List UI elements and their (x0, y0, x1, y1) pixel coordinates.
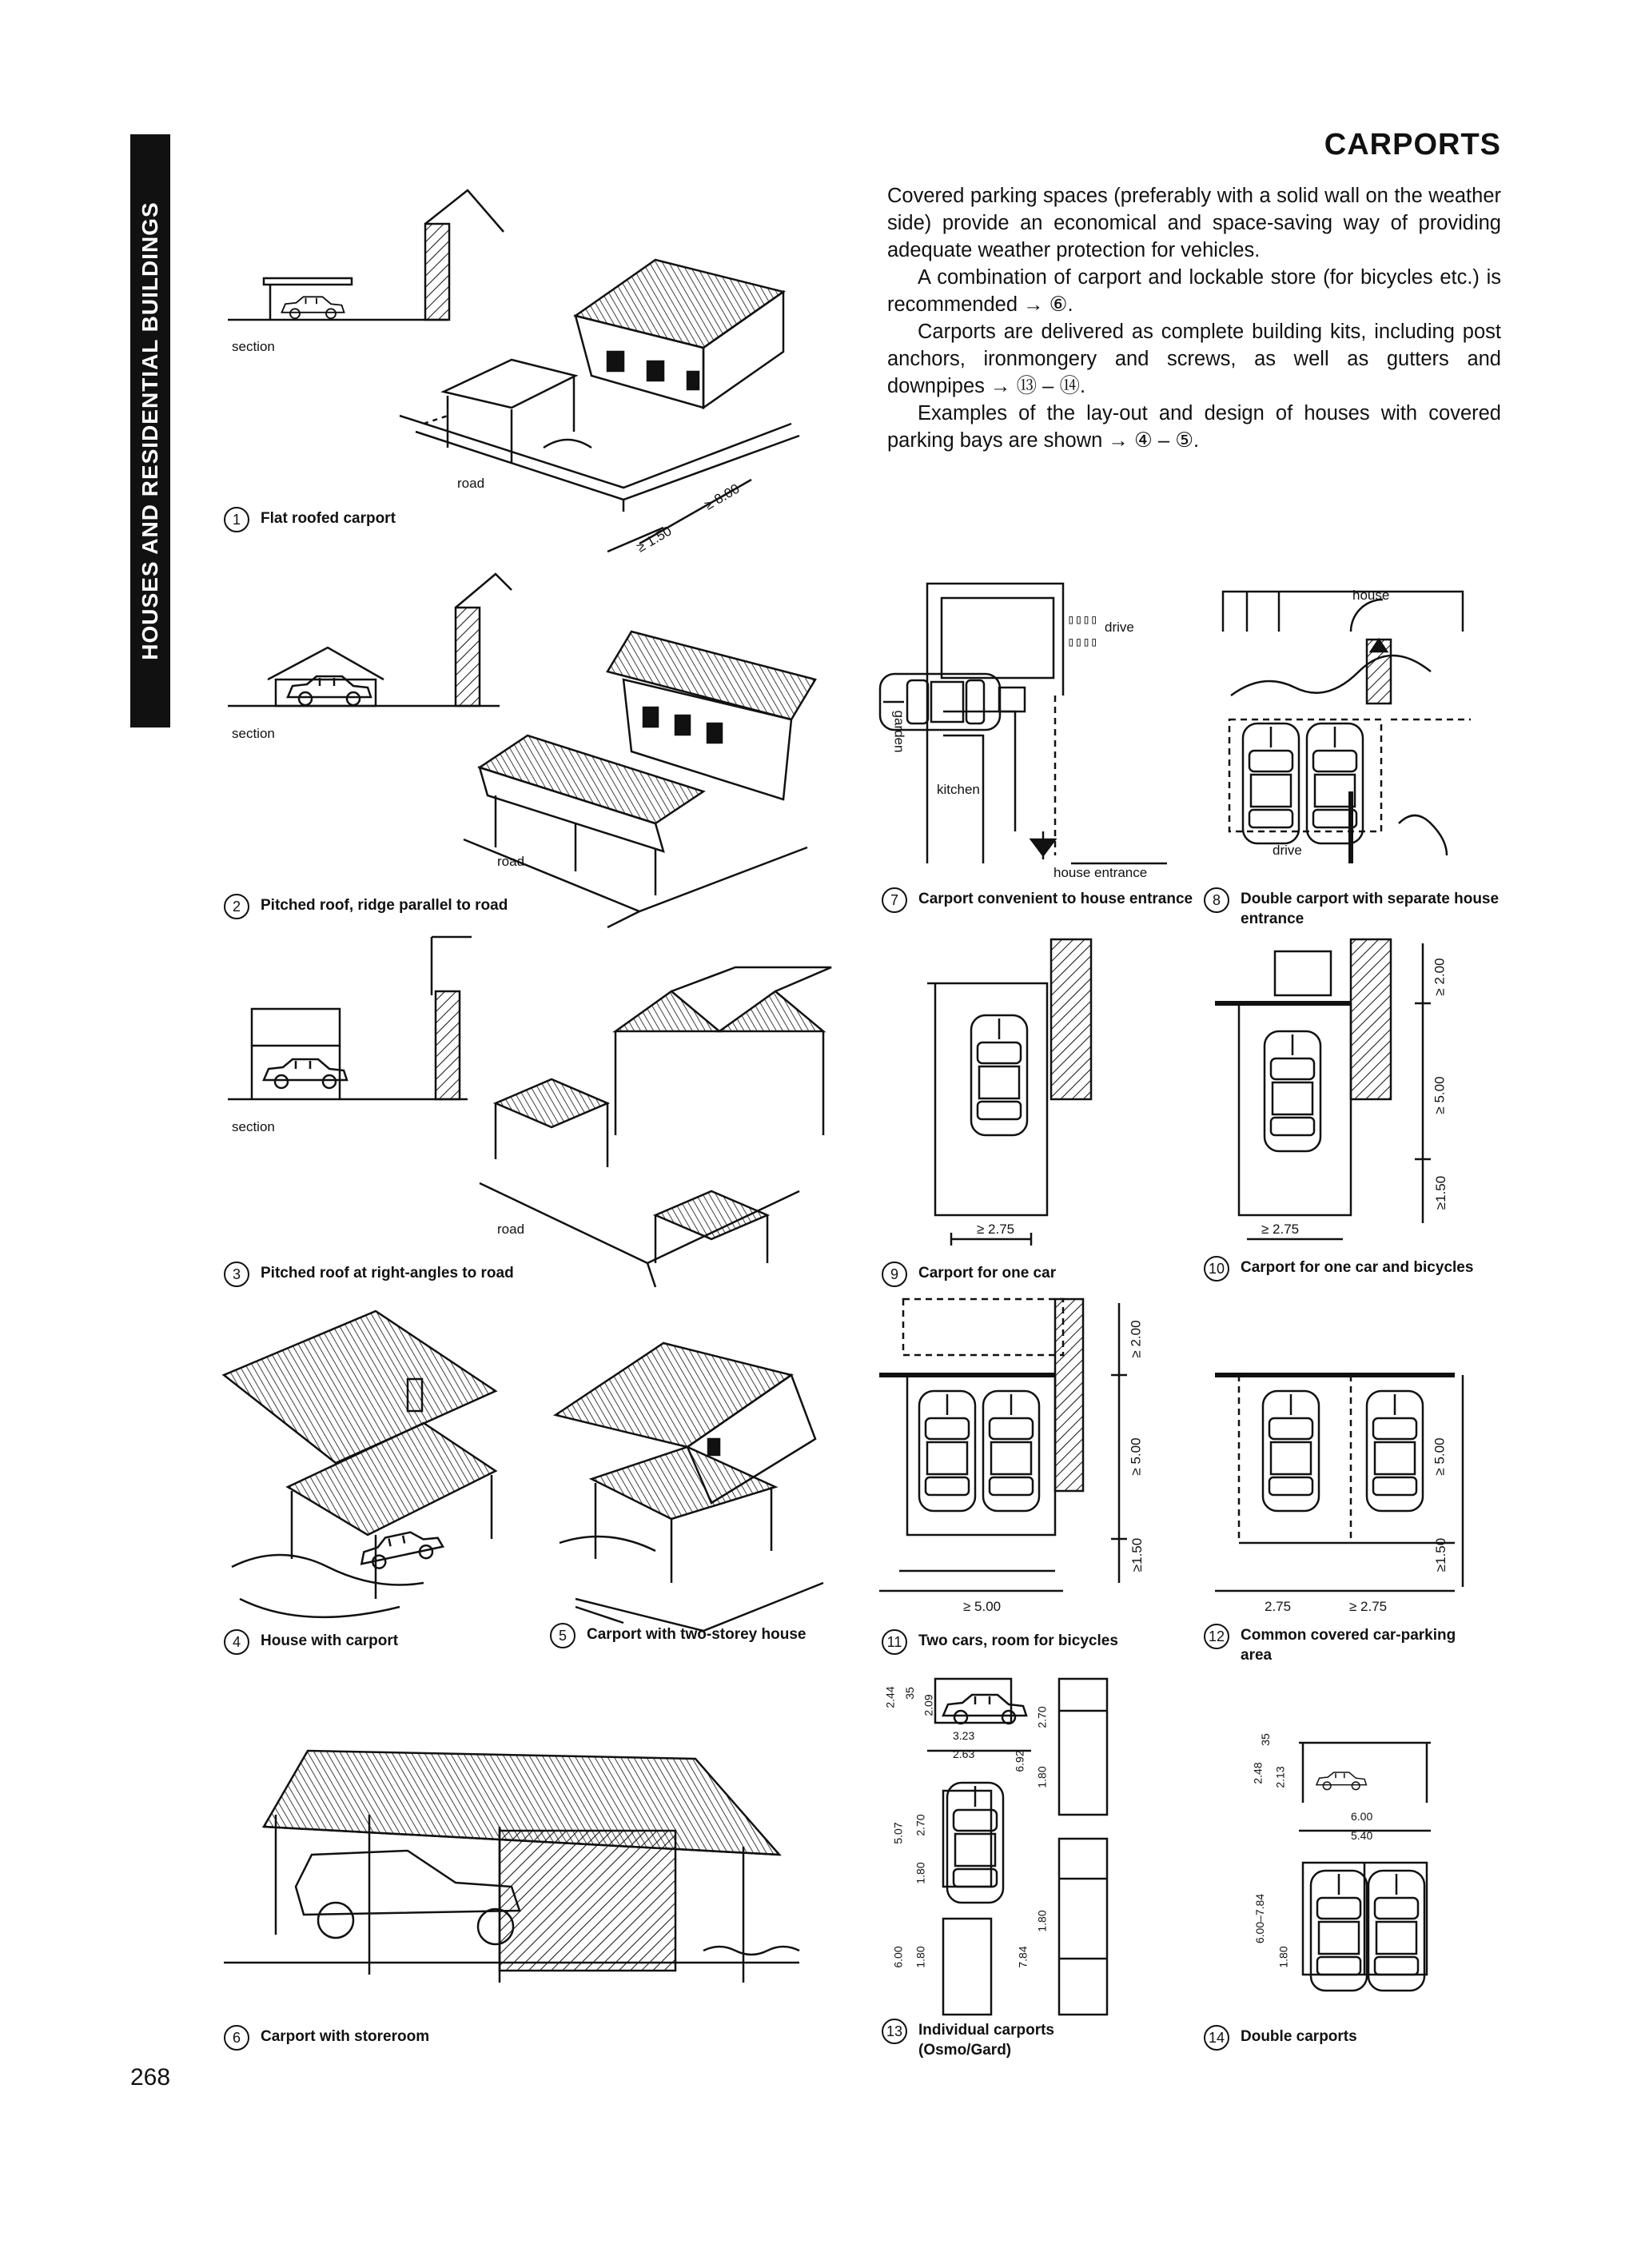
label-section-1: section (232, 339, 275, 354)
page-number: 268 (130, 2064, 171, 2091)
fig-caption-10 (1204, 1258, 1492, 1281)
fig-number: 9 (882, 1262, 907, 1287)
fig3-drawing (228, 937, 831, 1287)
label-f14-6-00: 6.00 (1351, 1810, 1373, 1823)
label-dim-1-50-10: ≥1.50 (1433, 1175, 1449, 1210)
label-f13-2-70b: 2.70 (914, 1814, 927, 1836)
fig-caption-text: Pitched roof, ridge parallel to road (261, 897, 508, 914)
fig-caption-text: Common covered car-parking area (1241, 1627, 1456, 1664)
label-f13-1-80d: 1.80 (1035, 1910, 1049, 1932)
fig-number: 11 (882, 1629, 907, 1655)
label-f13-35: 35 (902, 1687, 916, 1700)
label-dim-2-75-10: ≥ 2.75 (1261, 1222, 1300, 1237)
intro-paragraph-2: A combination of carport and lockable store (for bicycles etc.) is recommended → ⑥. (887, 266, 1501, 316)
fig-caption-14 (1204, 2027, 1357, 2051)
fig-number: 2 (224, 894, 249, 919)
fig-caption-text: Carport convenient to house entrance (918, 891, 1193, 907)
label-f13-1-80b: 1.80 (914, 1862, 927, 1884)
fig-caption-text: Pitched roof at right-angles to road (261, 1265, 514, 1281)
fig-number: 8 (1204, 887, 1229, 913)
label-f13-3-23: 3.23 (953, 1729, 975, 1742)
label-f13-2-09: 2.09 (922, 1694, 935, 1716)
fig11-drawing (879, 1299, 1127, 1591)
intro-text (887, 182, 1501, 454)
label-f13-2-44: 2.44 (883, 1686, 897, 1708)
fig-caption-text: Carport for one car and bicycles (1241, 1259, 1474, 1276)
svg-text:▯▯▯▯: ▯▯▯▯ (1067, 636, 1098, 650)
fig8-drawing (1223, 592, 1471, 863)
label-f13-7-84: 7.84 (1016, 1946, 1030, 1968)
label-dim-5-00-10: ≥ 5.00 (1432, 1076, 1448, 1114)
fig-number: 3 (224, 1262, 249, 1287)
label-road-1: road (457, 476, 485, 491)
label-dim-1-50-12: ≥1.50 (1433, 1537, 1449, 1572)
label-dim-2-00-11: ≥ 2.00 (1128, 1320, 1144, 1358)
label-f14-1-80: 1.80 (1277, 1946, 1290, 1968)
fig5-drawing (556, 1343, 823, 1631)
fig-number: 13 (882, 2019, 907, 2044)
label-f13-5-07: 5.07 (891, 1822, 905, 1844)
label-f14-range: 6.00–7.84 (1253, 1893, 1267, 1944)
label-f13-1-80c: 1.80 (914, 1946, 927, 1968)
label-f14-2-48: 2.48 (1251, 1762, 1265, 1784)
label-dim-5-00-11h: ≥ 5.00 (963, 1599, 1002, 1614)
label-dim-8-00: ≥ 8.00 (702, 480, 743, 513)
label-house-entrance: house entrance (1053, 865, 1148, 880)
label-road-3: road (497, 1222, 525, 1237)
fig4-drawing (224, 1311, 496, 1617)
fig12-drawing (1215, 1375, 1463, 1591)
fig-caption-text: House with carport (261, 1632, 399, 1649)
label-f13-2-63: 2.63 (953, 1748, 975, 1760)
fig-number: 4 (224, 1629, 249, 1655)
fig-number: 14 (1204, 2025, 1229, 2051)
label-f14-35: 35 (1258, 1733, 1272, 1746)
label-house: house (1352, 588, 1390, 603)
label-drive-8: drive (1273, 843, 1302, 858)
label-f13-2-70a: 2.70 (1035, 1706, 1049, 1728)
label-section-3: section (232, 1119, 275, 1134)
intro-paragraph-3: Carports are delivered as complete building kits, including post anchors, ironmongery and screws, as well as gutters and downpipes → ⑬ – ⑭. (887, 321, 1501, 397)
label-f13-6-00: 6.00 (891, 1946, 905, 1968)
fig6-drawing (224, 1751, 799, 1983)
fig2-drawing (228, 574, 815, 927)
fig-number: 1 (224, 507, 249, 532)
label-dim-2-00-10: ≥ 2.00 (1432, 958, 1448, 996)
fig-caption-3 (224, 1263, 514, 1287)
fig-number: 7 (882, 887, 907, 913)
fig-number: 5 (550, 1623, 576, 1648)
label-kitchen: kitchen (937, 782, 980, 797)
label-dim-5-00-12: ≥ 5.00 (1432, 1437, 1448, 1476)
label-f14-5-40: 5.40 (1351, 1829, 1373, 1842)
fig-number: 10 (1204, 1256, 1229, 1281)
label-f13-6-92: 6.92 (1013, 1750, 1026, 1772)
label-dim-2-75-12a: 2.75 (1265, 1599, 1292, 1614)
fig14-drawing (1299, 1743, 1431, 1991)
fig-caption-text: Individual carports (Osmo/Gard) (918, 2022, 1054, 2059)
fig-number: 6 (224, 2025, 249, 2051)
page-title: CARPORTS (1324, 128, 1501, 161)
label-dim-1-50: ≥ 1.50 (634, 523, 675, 556)
fig-caption-12 (1204, 1625, 1468, 1665)
label-f13-1-80a: 1.80 (1035, 1766, 1049, 1788)
fig-caption-text: Carport with storeroom (261, 2028, 430, 2045)
fig-caption-4 (224, 1631, 398, 1655)
section-side-tab (130, 134, 170, 727)
side-tab-label: HOUSES AND RESIDENTIAL BUILDINGS (137, 201, 162, 660)
fig-caption-11 (882, 1631, 1118, 1655)
label-dim-1-50-11: ≥1.50 (1129, 1537, 1145, 1572)
fig-caption-5 (550, 1624, 822, 1648)
svg-text:▯▯▯▯: ▯▯▯▯ (1067, 613, 1098, 628)
fig9-drawing (927, 939, 1091, 1246)
intro-paragraph-1: Covered parking spaces (preferably with a solid wall on the weather side) provide an economical and space-saving way of providing adequate weather protection for vehicles. (887, 185, 1501, 261)
fig-caption-text: Double carports (1241, 2028, 1357, 2045)
fig-caption-text: Two cars, room for bicycles (918, 1632, 1118, 1649)
fig-caption-2 (224, 895, 508, 919)
fig-number: 12 (1204, 1624, 1229, 1649)
fig-caption-1 (224, 508, 396, 532)
fig-caption-text: Carport with two-storey house (587, 1626, 807, 1643)
fig-caption-6 (224, 2027, 429, 2051)
fig-caption-8 (1204, 889, 1523, 929)
label-dim-5-00-11: ≥ 5.00 (1128, 1437, 1144, 1476)
label-dim-2-75-9: ≥ 2.75 (977, 1222, 1015, 1237)
fig-caption-13 (882, 2020, 1089, 2060)
fig-caption-9 (882, 1263, 1056, 1287)
fig-caption-text: Double carport with separate house entrance (1241, 891, 1500, 927)
fig10-drawing (1215, 939, 1431, 1239)
fig-caption-text: Carport for one car (918, 1265, 1057, 1281)
fig-caption-7 (882, 889, 1193, 913)
label-road-2: road (497, 854, 525, 869)
label-f14-2-13: 2.13 (1273, 1766, 1287, 1788)
label-drive-7: drive (1105, 620, 1134, 635)
intro-paragraph-4: Examples of the lay-out and design of houses with covered parking bays are shown → ④ – ⑤. (887, 402, 1501, 452)
fig-caption-text: Flat roofed carport (261, 510, 396, 527)
label-section-2: section (232, 726, 275, 741)
label-dim-2-75-12b: ≥ 2.75 (1349, 1599, 1388, 1614)
label-garden: garden (891, 710, 907, 753)
